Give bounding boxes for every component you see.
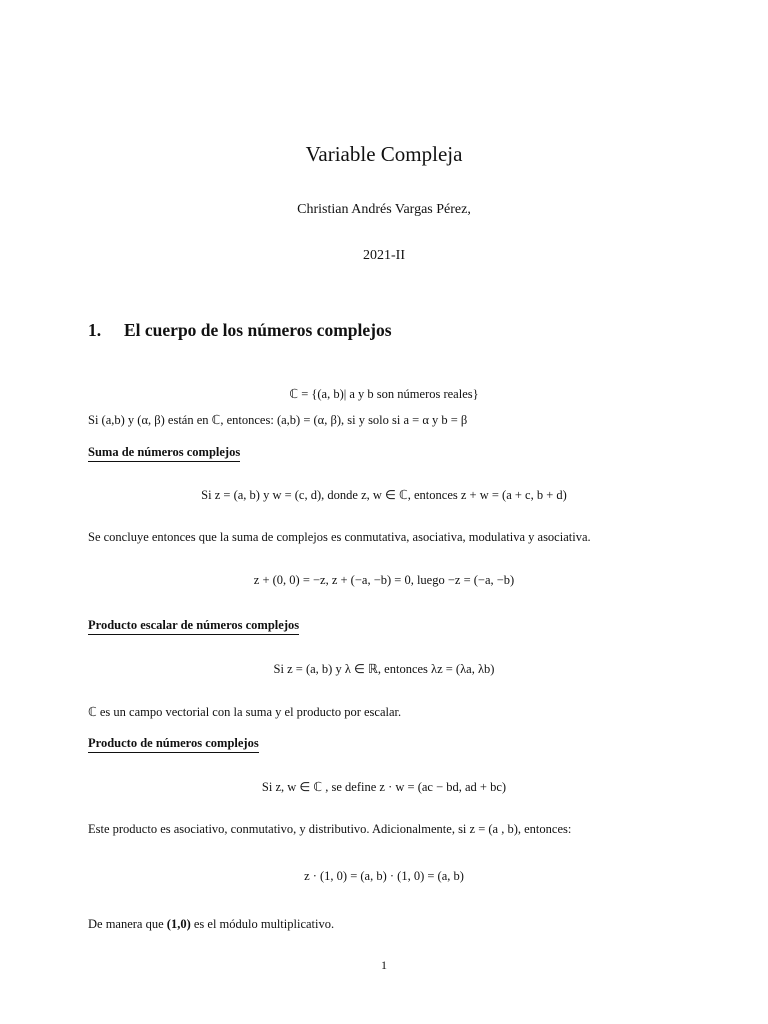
document-date: 2021-II: [363, 248, 405, 263]
equation-suma: Si z = (a, b) y w = (c, d), donde z, w ∈ ℂ, entonces z + w = (a + c, b + d): [201, 488, 567, 502]
subheading-suma: Suma de números complejos: [88, 445, 240, 462]
page-number: 1: [381, 958, 387, 972]
paragraph-equality: Si (a,b) y (α, β) están en ℂ, entonces: (a,b) = (α, β), si y solo si a = α y b = β: [88, 413, 468, 427]
document-author: Christian Andrés Vargas Pérez,: [297, 202, 471, 217]
section-title: El cuerpo de los números complejos: [124, 320, 392, 340]
document-title: Variable Compleja: [305, 142, 463, 166]
subheading-producto: Producto de números complejos: [88, 736, 259, 753]
equation-escalar: Si z = (a, b) y λ ∈ ℝ, entonces λz = (λa, λb): [273, 662, 495, 676]
equation-unidad: z · (1, 0) = (a, b) · (1, 0) = (a, b): [304, 869, 464, 883]
paragraph-modulo: [88, 917, 334, 932]
paragraph-campo: ℂ es un campo vectorial con la suma y el producto por escalar.: [88, 705, 402, 719]
section-number: 1.: [88, 320, 102, 340]
subheading-escalar: Producto escalar de números complejos: [88, 618, 299, 635]
paragraph-producto: Este producto es asociativo, conmutativo, y distributivo. Adicionalmente, si z = (a , b), entonces:: [88, 822, 572, 836]
paragraph-modulo-pre: De manera que: [88, 917, 167, 931]
equation-inverso: z + (0, 0) = −z, z + (−a, −b) = 0, luego −z = (−a, −b): [253, 573, 515, 587]
paragraph-modulo-post: es el módulo multiplicativo.: [190, 917, 335, 931]
equation-producto: Si z, w ∈ ℂ , se define z · w = (ac − bd, ad + bc): [261, 780, 507, 794]
section-heading: [88, 320, 392, 341]
equation-definition: ℂ = {(a, b)| a y b son números reales}: [289, 387, 479, 401]
paragraph-suma: Se concluye entonces que la suma de complejos es conmutativa, asociativa, modulativa y asociativa.: [88, 530, 591, 544]
paragraph-modulo-bold: (1,0): [166, 917, 191, 931]
